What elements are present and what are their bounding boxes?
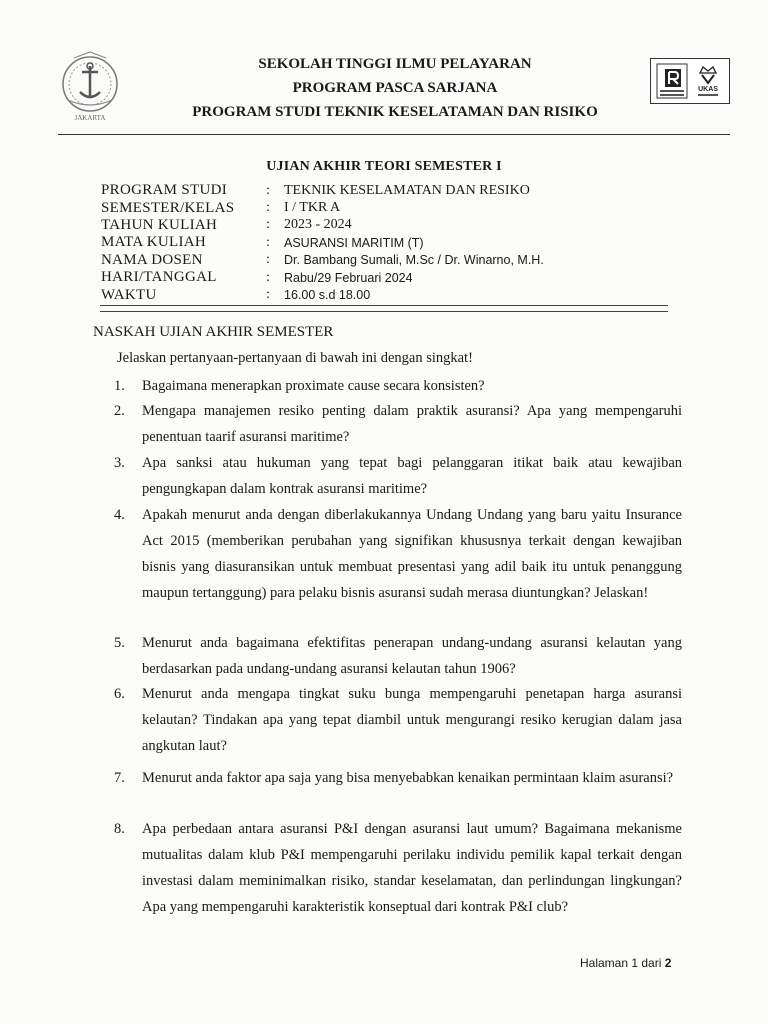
section-title: NASKAH UJIAN AKHIR SEMESTER (93, 324, 334, 340)
info-row-semester (101, 199, 681, 216)
info-label: TAHUN KULIAH (101, 216, 218, 233)
school-emblem-logo (54, 50, 126, 122)
question-number: 8. (114, 821, 125, 837)
info-row-lecturer (101, 252, 681, 269)
question-number: 2. (114, 403, 125, 419)
question-item (92, 816, 682, 920)
info-colon: : (266, 234, 270, 250)
question-item (92, 373, 682, 399)
header-line-3: PROGRAM STUDI TEKNIK KESELATAMAN DAN RISIKO (192, 104, 598, 120)
header-line-2: PROGRAM PASCA SARJANA (292, 80, 498, 96)
page-number-prefix: Halaman 1 dari (580, 956, 665, 970)
info-colon: : (266, 269, 270, 285)
info-label: MATA KULIAH (101, 234, 207, 251)
question-item (92, 765, 682, 791)
info-row-time (101, 286, 681, 303)
institution-header (150, 52, 640, 124)
question-item (92, 681, 682, 759)
question-number: 7. (114, 770, 125, 786)
question-text: Menurut anda mengapa tingkat suku bunga mempengaruhi penetapan harga asuransi kelautan? Tindakan apa yang tepat diambil untuk mengurangi resiko kerugian dalam jasa angkutan laut? (142, 686, 682, 754)
question-number: 1. (114, 378, 125, 394)
logo-caption: JAKARTA (74, 114, 106, 122)
header-divider (58, 134, 730, 135)
info-label: WAKTU (101, 286, 157, 303)
info-row-program (101, 182, 681, 199)
info-value: TEKNIK KESELAMATAN DAN RESIKO (284, 182, 530, 198)
question-text: Mengapa manajemen resiko penting dalam praktik asuransi? Apa yang mempengaruhi penentuan taarif asuransi maritime? (142, 403, 682, 445)
exam-info-table (101, 182, 681, 304)
question-text: Apakah menurut anda dengan diberlakukannya Undang Undang yang baru yaitu Insurance Act 2015 (memberikan perubahan yang signifikan khususnya terkait dengan kewajiban bisnis yang diasuransikan untuk membuat presentasi yang adil baik itu untuk penanggung maupun tertanggung) para pelaku bisnis asuransi sudah merasa diuntungkan? Jelaskan! (142, 507, 682, 601)
info-value: 16.00 s.d 18.00 (284, 288, 371, 303)
instruction-text: Jelaskan pertanyaan-pertanyaan di bawah ini dengan singkat! (117, 350, 473, 366)
question-item (92, 398, 682, 450)
header-line-1: SEKOLAH TINGGI ILMU PELAYARAN (258, 56, 532, 72)
question-text: Bagaimana menerapkan proximate cause secara konsisten? (142, 378, 485, 394)
question-text: Menurut anda bagaimana efektifitas penerapan undang-undang asuransi kelautan yang berdasarkan pada undang-undang asuransi kelautan tahun 1906? (142, 635, 682, 677)
info-row-year (101, 217, 681, 234)
info-colon: : (266, 217, 270, 233)
info-divider (100, 305, 668, 312)
info-value: I / TKR A (284, 200, 341, 216)
question-number: 6. (114, 686, 125, 702)
question-text: Apa sanksi atau hukuman yang tepat bagi pelanggaran itikat baik atau kewajiban pengungkapan dalam kontrak asuransi maritime? (142, 455, 682, 497)
info-colon: : (266, 200, 270, 216)
certification-logo (650, 58, 730, 104)
info-colon: : (266, 252, 270, 268)
question-text: Menurut anda faktor apa saja yang bisa menyebabkan kenaikan permintaan klaim asuransi? (142, 770, 674, 786)
question-number: 3. (114, 455, 125, 471)
question-number: 4. (114, 507, 125, 523)
info-value: ASURANSI MARITIM (T) (284, 235, 424, 250)
info-label: NAMA DOSEN (101, 251, 203, 268)
info-colon: : (266, 287, 270, 303)
info-value: 2023 - 2024 (284, 217, 352, 233)
info-label: SEMESTER/KELAS (101, 199, 235, 216)
question-item (92, 630, 682, 682)
info-value: Rabu/29 Februari 2024 (284, 270, 413, 285)
ukas-crown-icon (692, 63, 724, 99)
page-number (580, 956, 671, 970)
info-label: HARI/TANGGAL (101, 269, 217, 286)
iso-certified-icon (656, 63, 688, 99)
question-item (92, 502, 682, 606)
info-value: Dr. Bambang Sumali, M.Sc / Dr. Winarno, M.H. (284, 253, 544, 268)
info-colon: : (266, 182, 270, 198)
ukas-label: UKAS (698, 86, 718, 93)
question-item (92, 450, 682, 502)
page-number-total: 2 (664, 956, 672, 970)
exam-title: UJIAN AKHIR TEORI SEMESTER I (266, 159, 502, 174)
question-text: Apa perbedaan antara asuransi P&I dengan asuransi laut umum? Bagaimana mekanisme mutualitas dalam klub P&I mempengaruhi perilaku individu pemilik kapal terkait dengan investasi dalam meminimalkan risiko, standar keselamatan, dan perlindungan lingkungan? Apa yang mempengaruhi karakteristik konseptual dari kontrak P&I club? (142, 821, 682, 915)
question-number: 5. (114, 635, 125, 651)
info-row-date (101, 269, 681, 286)
info-row-course (101, 234, 681, 251)
info-label: PROGRAM STUDI (101, 182, 228, 199)
